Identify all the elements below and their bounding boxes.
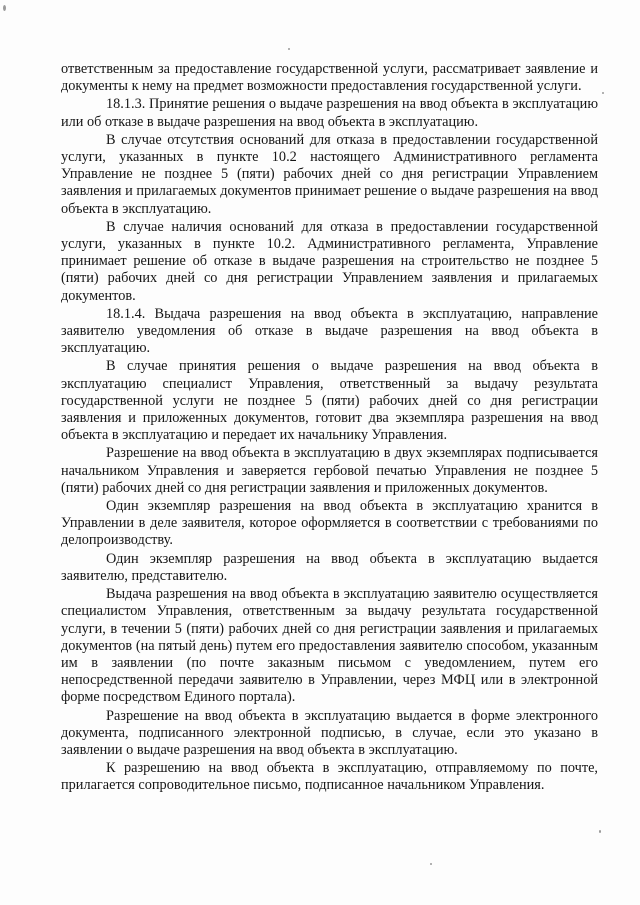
paragraph-continuation: ответственным за предоставление государственной услуги, рассматривает заявление и документы к нему на предмет возможности предоставления государственной услуги. (61, 61, 598, 95)
paragraph-issuance-method: Выдача разрешения на ввод объекта в эксплуатацию заявителю осуществляется специалистом Управления, ответственным за выдачу результата государственной услуги, в течении 5 (пяти) рабочих дней со дня регистрации заявления и прилагаемых документов (на пятый день) путем его предоставления заявителю способом, указанным им в заявлении (по почте заказным письмом с уведомлением, путем его непосредственной передачи заявителю в Управлении, через МФЦ или в электронной форме посредством Единого портала). (61, 586, 598, 706)
paragraph-electronic-form: Разрешение на ввод объекта в эксплуатацию выдается в форме электронного документа, подписанного электронной подписью, в случае, если это указано в заявлении о выдаче разрешения на ввод объекта в эксплуатацию. (61, 707, 598, 758)
paragraph-no-grounds-refusal: В случае отсутствия оснований для отказа в предоставлении государственной услуги, указанных в пункте 10.2 настоящего Административного регламента Управление не позднее 5 (пяти) рабочих дней со дня регистрации Управлением заявления и прилагаемых документов принимает решение о выдаче разрешения на ввод объекта в эксплуатацию. (61, 131, 598, 217)
scan-speck (3, 5, 6, 11)
paragraph-grounds-refusal: В случае наличия оснований для отказа в предоставлении государственной услуги, указанных в пункте 10.2. Административного регламента, Управление принимает решение об отказе в выдаче разрешения на строительство не позднее 5 (пяти) рабочих дней со дня регистрации Управлением заявления и прилагаемых документов. (61, 218, 598, 304)
paragraph-signing: Разрешение на ввод объекта в эксплуатацию в двух экземплярах подписывается начальником Управления и заверяется гербовой печатью Управления не позднее 5 (пяти) рабочих дней со дня регистрации заявления и приложенных документов. (61, 445, 598, 496)
paragraph-cover-letter: К разрешению на ввод объекта в эксплуатацию, отправляемому по почте, прилагается сопроводительное письмо, подписанное начальником Управления. (61, 760, 598, 794)
paragraph-18-1-3-heading: 18.1.3. Принятие решения о выдаче разрешения на ввод объекта в эксплуатацию или об отказе в выдаче разрешения на ввод объекта в эксплуатацию. (61, 96, 598, 130)
scan-speck (430, 863, 432, 865)
scan-speck (602, 92, 604, 94)
paragraph-18-1-4-heading: 18.1.4. Выдача разрешения на ввод объекта в эксплуатацию, направление заявителю уведомления об отказе в выдаче разрешения на ввод объекта в эксплуатацию. (61, 305, 598, 357)
scan-speck (288, 48, 290, 50)
paragraph-copy-stored: Один экземпляр разрешения на ввод объекта в эксплуатацию хранится в Управлении в деле заявителя, которое оформляется в соответствии с требованиями по делопроизводству. (61, 498, 598, 549)
document-body (61, 61, 598, 796)
paragraph-copy-issued: Один экземпляр разрешения на ввод объекта в эксплуатацию выдается заявителю, представителю. (61, 550, 598, 584)
scan-speck (599, 830, 601, 833)
paragraph-issue-decision: В случае принятия решения о выдаче разрешения на ввод объекта в эксплуатацию специалист Управления, ответственный за выдачу результата государственной услуги не позднее 5 (пяти) рабочих дней со дня регистрации заявления и приложенных документов, готовит два экземпляра разрешения на ввод объекта в эксплуатацию и передает их начальнику Управления. (61, 358, 598, 444)
